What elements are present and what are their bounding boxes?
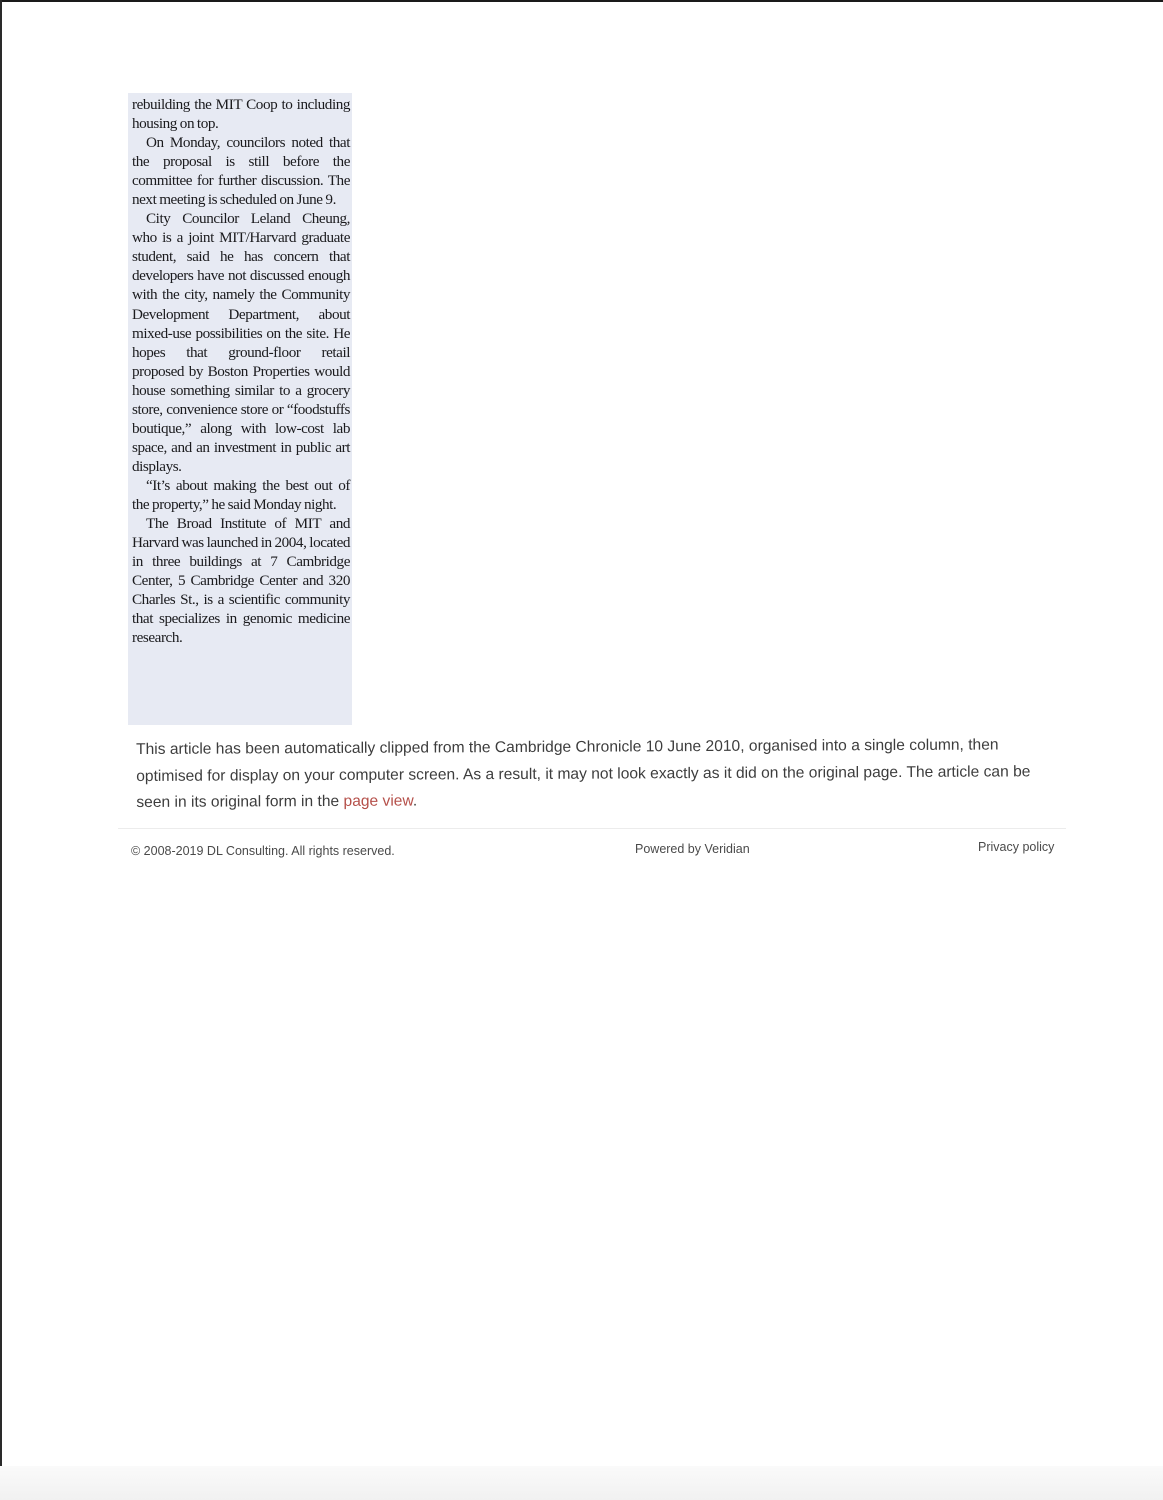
article-paragraph: On Monday, councilors noted that the proposal is still before the committee for further discussion. The next meeting is scheduled on June 9. (132, 134, 350, 209)
article-paragraph: “It’s about making the best out of the property,” he said Monday night. (132, 476, 350, 513)
copyright-text: © 2008-2019 DL Consulting. All rights reserved. (131, 844, 395, 858)
powered-by-link[interactable]: Powered by Veridian (635, 842, 750, 856)
page-view-link[interactable]: page view (343, 792, 413, 810)
article-paragraph: The Broad Institute of MIT and Harvard was launched in 2004, located in three buildings at 7 Cambridge Center, 5 Cambridge Center and 320 Charles St., is a scientific community that specializes in genomic medicine research. (132, 515, 350, 647)
article-paragraph: rebuilding the MIT Coop to including housing on top. (132, 96, 350, 133)
scan-top-border (0, 0, 1163, 2)
notice-text-end: . (412, 792, 418, 810)
scan-left-border (0, 0, 2, 1500)
notice-text: This article has been automatically clipped from the Cambridge Chronicle 10 June 2010, organised into a single column, then optimised for display on your computer screen. As a result, it may not look exactly as it did on the original page. The article can be seen in its original form in the (136, 736, 1031, 811)
scan-bottom-shade (0, 1466, 1163, 1500)
article-clipping (128, 93, 352, 725)
clipping-notice (136, 732, 1056, 816)
footer-divider (118, 828, 1066, 829)
privacy-policy-link[interactable]: Privacy policy (978, 840, 1055, 854)
article-paragraph: City Councilor Leland Cheung, who is a joint MIT/Harvard graduate student, said he has concern that developers have not discussed enough with the city, namely the Community Development Department, about mixed-use possibilities on the site. He hopes that ground-floor retail proposed by Boston Properties would house something similar to a grocery store, convenience store or “foodstuffs boutique,” along with low-cost lab space, and an investment in public art displays. (132, 210, 350, 475)
